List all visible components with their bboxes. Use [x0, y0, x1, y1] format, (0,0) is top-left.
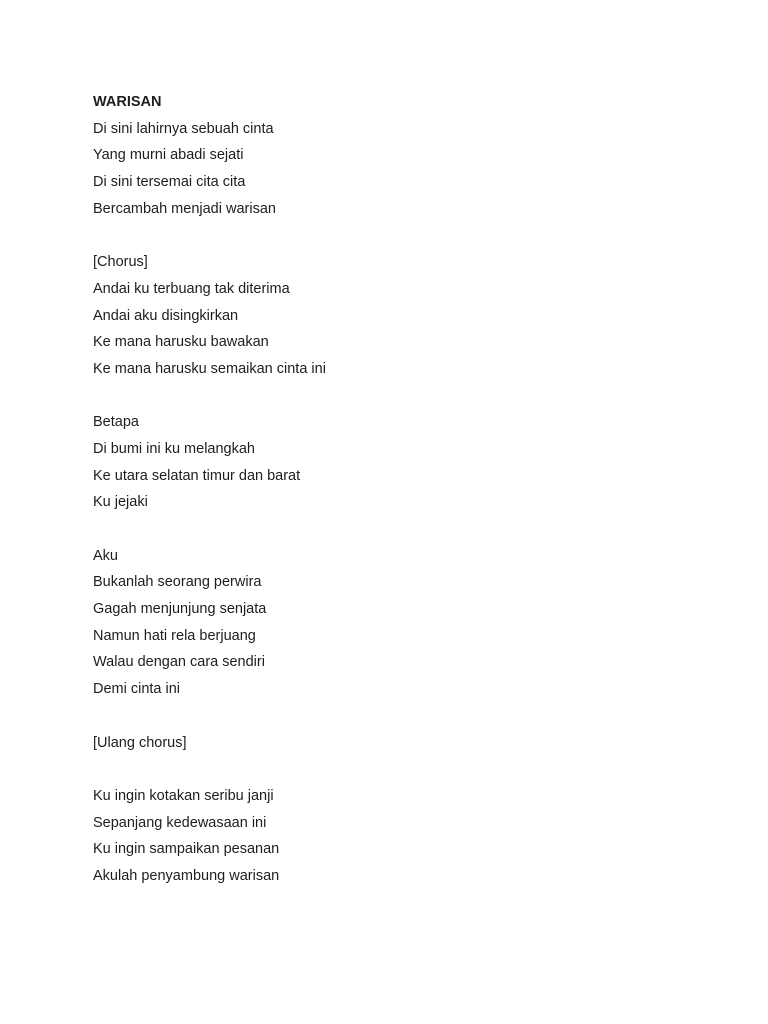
verse-2 — [93, 409, 733, 516]
lyric-line: Ke mana harusku semaikan cinta ini — [93, 360, 326, 377]
lyric-line: Akulah penyambung warisan — [93, 867, 280, 884]
lyric-line: Di sini lahirnya sebuah cinta — [93, 120, 274, 137]
verse-1 — [93, 116, 733, 223]
lyric-line: Bercambah menjadi warisan — [93, 200, 276, 217]
lyric-line: Ku jejaki — [93, 494, 148, 511]
lyric-line: Yang murni abadi sejati — [93, 147, 244, 164]
lyric-line: Bukanlah seorang perwira — [93, 574, 262, 591]
verse-3 — [93, 543, 733, 703]
repeat-chorus-label: [Ulang chorus] — [93, 734, 187, 751]
lyric-line: Gagah menjunjung senjata — [93, 601, 267, 618]
lyric-line: Ke utara selatan timur dan barat — [93, 467, 301, 484]
lyric-line: Aku — [93, 547, 118, 564]
lyrics-page — [93, 89, 733, 890]
lyric-line: Sepanjang kedewasaan ini — [93, 814, 267, 831]
stanza-spacer — [93, 703, 733, 730]
lyric-line: Di sini tersemai cita cita — [93, 174, 246, 191]
lyric-line: Andai aku disingkirkan — [93, 307, 239, 324]
lyric-line: Walau dengan cara sendiri — [93, 654, 265, 671]
outro — [93, 783, 733, 890]
lyric-line: Ku ingin sampaikan pesanan — [93, 841, 280, 858]
lyric-line: Andai ku terbuang tak diterima — [93, 280, 290, 297]
chorus — [93, 249, 733, 382]
chorus-label: [Chorus] — [93, 254, 148, 271]
stanza-spacer — [93, 756, 733, 783]
lyric-line: Ku ingin kotakan seribu janji — [93, 787, 274, 804]
stanza-spacer — [93, 516, 733, 543]
stanza-spacer — [93, 383, 733, 410]
lyric-line: Namun hati rela berjuang — [93, 627, 256, 644]
song-title: WARISAN — [93, 94, 162, 110]
stanza-spacer — [93, 222, 733, 249]
lyric-line: Di bumi ini ku melangkah — [93, 440, 255, 457]
lyric-line: Ke mana harusku bawakan — [93, 334, 269, 351]
lyric-line: Betapa — [93, 414, 139, 431]
lyric-line: Demi cinta ini — [93, 681, 181, 698]
